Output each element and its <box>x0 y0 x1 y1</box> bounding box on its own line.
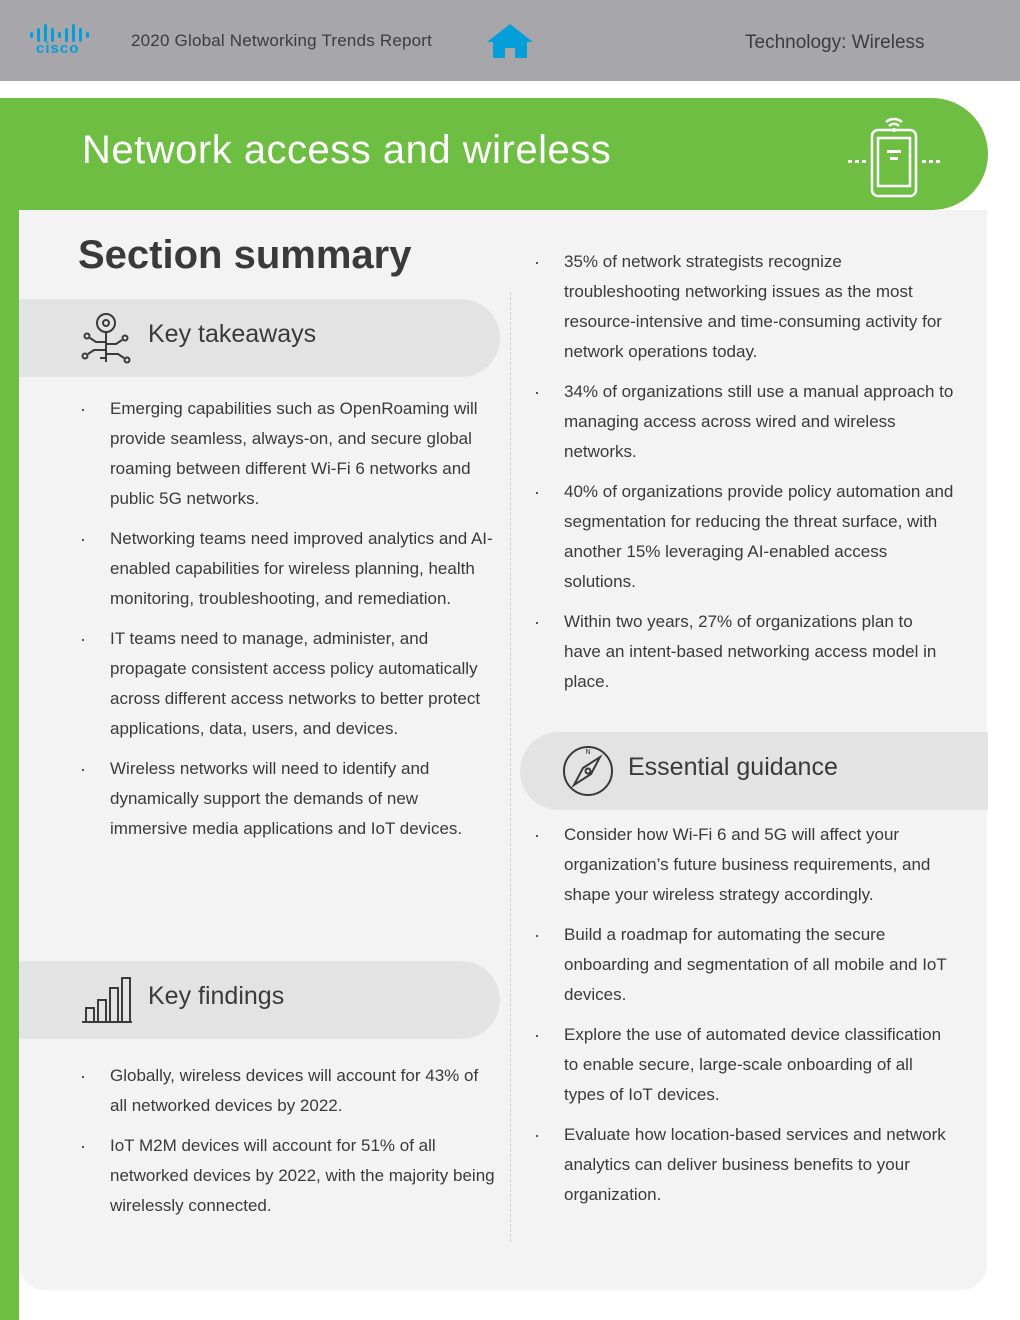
technology-value: Wireless <box>851 32 925 53</box>
essential-guidance-heading: Essential guidance <box>628 753 838 781</box>
key-findings-list <box>80 1061 495 1231</box>
list-item: · IT teams need to manage, administer, and propagate consistent access policy automatically across different access networks to better protect applications, data, users, and devices. <box>80 624 495 744</box>
list-item: · IoT M2M devices will account for 51% of all networked devices by 2022, with the majority being wirelessly connected. <box>80 1131 495 1221</box>
svg-text:N: N <box>585 748 591 756</box>
list-item: · Wireless networks will need to identify and dynamically support the demands of new immersive media applications and IoT devices. <box>80 754 495 844</box>
section-summary-title: Section summary <box>78 233 412 277</box>
list-item: · Emerging capabilities such as OpenRoaming will provide seamless, always-on, and secure global roaming between different Wi-Fi 6 networks and public 5G networks. <box>80 394 495 514</box>
key-findings-continued-list <box>534 247 954 707</box>
key-circuit-icon <box>78 310 134 366</box>
list-item: · 34% of organizations still use a manual approach to managing access across wired and wireless networks. <box>534 377 954 467</box>
essential-guidance-list <box>534 820 954 1220</box>
list-item: · Explore the use of automated device classification to enable secure, large-scale onboarding of all types of IoT devices. <box>534 1020 954 1110</box>
key-takeaways-heading: Key takeaways <box>148 320 317 348</box>
column-divider <box>510 292 511 1242</box>
report-title: 2020 Global Networking Trends Report <box>131 31 433 50</box>
mobile-wireless-icon <box>844 108 944 200</box>
list-item: · Within two years, 27% of organizations plan to have an intent-based networking access model in place. <box>534 607 954 697</box>
list-item: · 35% of network strategists recognize troubleshooting networking issues as the most resource-intensive and time-consuming activity for network operations today. <box>534 247 954 367</box>
key-findings-heading: Key findings <box>148 982 285 1010</box>
green-spine <box>0 98 19 1320</box>
home-icon[interactable] <box>485 22 535 60</box>
key-takeaways-list <box>80 394 495 854</box>
top-header-bar <box>0 0 1020 81</box>
list-item: · Consider how Wi-Fi 6 and 5G will affect your organization’s future business requirements, and shape your wireless strategy accordingly. <box>534 820 954 910</box>
list-item: · 40% of organizations provide policy automation and segmentation for reducing the threat surface, with another 15% leveraging AI-enabled access solutions. <box>534 477 954 597</box>
technology-prefix: Technology: <box>745 32 847 53</box>
list-item: · Evaluate how location-based services and network analytics can deliver business benefits to your organization. <box>534 1120 954 1210</box>
list-item: · Globally, wireless devices will account for 43% of all networked devices by 2022. <box>80 1061 495 1121</box>
bar-chart-icon <box>80 970 136 1026</box>
banner-title: Network access and wireless <box>82 128 612 172</box>
technology-label <box>745 32 925 54</box>
list-item: · Build a roadmap for automating the secure onboarding and segmentation of all mobile and IoT devices. <box>534 920 954 1010</box>
list-item: · Networking teams need improved analytics and AI-enabled capabilities for wireless planning, health monitoring, troubleshooting, and remediation. <box>80 524 495 614</box>
compass-icon <box>560 743 616 799</box>
cisco-wordmark: cisco <box>36 40 80 57</box>
